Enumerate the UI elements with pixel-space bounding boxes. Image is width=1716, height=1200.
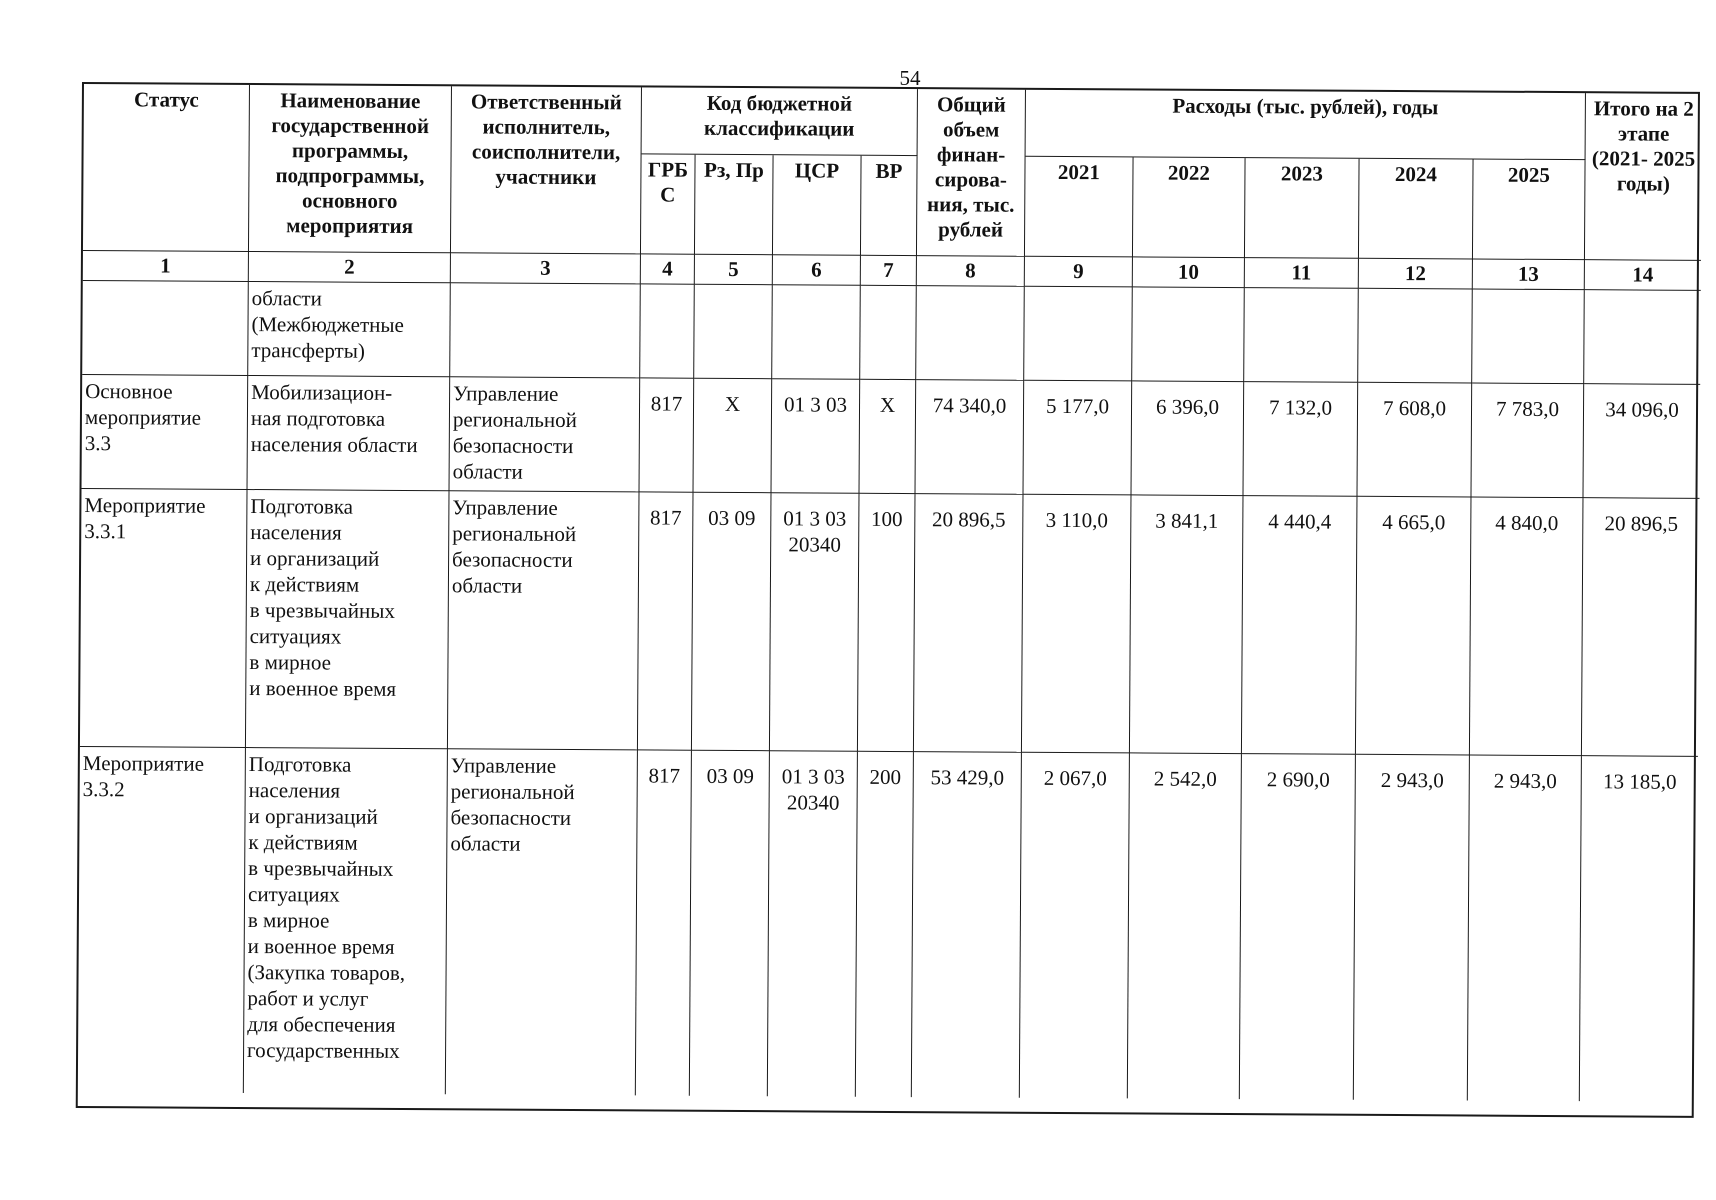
row-2025 bbox=[1472, 289, 1585, 384]
row-2024: 7 608,0 bbox=[1357, 383, 1472, 498]
row-executor: Управление региональной безопасности области bbox=[450, 377, 641, 492]
row-2023: 2 690,0 bbox=[1240, 754, 1356, 1100]
header-executor: Ответственный исполнитель, соисполнители, участники bbox=[451, 86, 642, 254]
row-name: области (Межбюджетные трансферты) bbox=[248, 282, 451, 377]
row-status: Мероприятие 3.3.1 bbox=[80, 489, 248, 748]
header-year-2021: 2021 bbox=[1025, 157, 1134, 258]
row-2023: 4 440,4 bbox=[1242, 496, 1358, 755]
row-stage-total: 34 096,0 bbox=[1583, 384, 1700, 499]
column-number: 1 bbox=[83, 251, 249, 282]
row-rzpr: X bbox=[694, 379, 773, 493]
page-number: 54 bbox=[899, 66, 921, 90]
header-total-volume: Общий объем финан- сирова- ния, тыс. рублей bbox=[917, 89, 1026, 257]
row-grbs: 817 bbox=[636, 750, 692, 1095]
row-grbs bbox=[640, 284, 695, 378]
header-year-2022: 2022 bbox=[1133, 157, 1246, 258]
row-2021 bbox=[1024, 287, 1133, 382]
header-budget-code: Код бюджетной классификации bbox=[642, 87, 918, 156]
row-2025: 4 840,0 bbox=[1470, 497, 1584, 756]
column-number: 7 bbox=[861, 256, 917, 286]
header-year-2023: 2023 bbox=[1245, 158, 1360, 259]
row-2024: 2 943,0 bbox=[1354, 755, 1470, 1101]
row-total: 53 429,0 bbox=[912, 752, 1022, 1098]
row-executor: Управление региональной безопасности области bbox=[446, 749, 638, 1095]
row-total: 20 896,5 bbox=[914, 494, 1024, 753]
header-year-2025: 2025 bbox=[1473, 160, 1586, 261]
row-2024 bbox=[1358, 289, 1473, 384]
row-csr: 01 3 03 20340 bbox=[770, 493, 860, 752]
row-rzpr bbox=[694, 285, 773, 379]
row-2023 bbox=[1244, 288, 1359, 383]
column-number: 8 bbox=[917, 256, 1025, 287]
header-vr: ВР bbox=[861, 156, 918, 256]
row-name: Подготовка населения и организаций к действиям в чрезвычайных ситуациях в мирное и военное время (Закупка товаров, работ и услуг для обеспечения государственных bbox=[244, 748, 448, 1094]
row-vr: 200 bbox=[856, 752, 914, 1097]
row-stage-total: 20 896,5 bbox=[1582, 498, 1700, 757]
column-number: 9 bbox=[1025, 257, 1133, 288]
row-2022 bbox=[1132, 287, 1245, 382]
column-number: 11 bbox=[1245, 258, 1359, 289]
column-number: 3 bbox=[451, 253, 641, 284]
header-stage-total: Итого на 2 этапе (2021- 2025 годы) bbox=[1585, 93, 1702, 261]
row-executor: Управление региональной безопасности области bbox=[448, 491, 640, 750]
header-status: Статус bbox=[83, 84, 250, 252]
row-name: Мобилизацион- ная подготовка населения области bbox=[248, 376, 451, 491]
row-2021: 5 177,0 bbox=[1023, 381, 1132, 496]
row-status: Основное мероприятие 3.3 bbox=[82, 375, 249, 490]
column-number: 13 bbox=[1473, 260, 1585, 291]
row-status: Мероприятие 3.3.2 bbox=[78, 747, 246, 1093]
column-number: 14 bbox=[1585, 260, 1701, 291]
row-vr: 100 bbox=[858, 494, 916, 752]
row-2021: 2 067,0 bbox=[1020, 753, 1130, 1099]
row-grbs: 817 bbox=[638, 492, 694, 750]
row-2021: 3 110,0 bbox=[1022, 495, 1132, 754]
column-number: 6 bbox=[773, 255, 861, 286]
row-status bbox=[82, 281, 249, 376]
row-vr: X bbox=[859, 380, 916, 494]
column-number: 5 bbox=[695, 255, 773, 285]
budget-table bbox=[76, 82, 1700, 1118]
row-2022: 3 841,1 bbox=[1130, 495, 1244, 754]
row-csr: 01 3 03 bbox=[772, 379, 861, 494]
header-year-2024: 2024 bbox=[1359, 159, 1474, 260]
row-stage-total bbox=[1584, 290, 1701, 385]
row-executor bbox=[450, 283, 641, 378]
column-number: 2 bbox=[249, 252, 451, 283]
row-rzpr: 03 09 bbox=[692, 493, 772, 751]
column-number: 10 bbox=[1133, 257, 1245, 288]
row-name: Подготовка населения и организаций к действиям в чрезвычайных ситуациях в мирное и военное время bbox=[246, 490, 450, 749]
row-vr bbox=[860, 286, 917, 380]
row-csr: 01 3 03 20340 bbox=[768, 751, 858, 1097]
row-rzpr: 03 09 bbox=[690, 751, 770, 1096]
row-2022: 6 396,0 bbox=[1131, 381, 1244, 496]
row-2025: 2 943,0 bbox=[1468, 755, 1582, 1101]
column-number: 12 bbox=[1359, 259, 1473, 290]
row-total bbox=[916, 286, 1025, 381]
row-2025: 7 783,0 bbox=[1471, 383, 1584, 498]
row-csr bbox=[772, 285, 861, 380]
row-grbs: 817 bbox=[640, 378, 695, 492]
header-expenses: Расходы (тыс. рублей), годы bbox=[1026, 90, 1586, 160]
row-stage-total: 13 185,0 bbox=[1602, 769, 1677, 794]
row-2024: 4 665,0 bbox=[1356, 497, 1472, 756]
header-name: Наименование государственной программы, подпрограммы, основного мероприятия bbox=[249, 85, 452, 253]
row-2023: 7 132,0 bbox=[1243, 382, 1358, 497]
column-number: 4 bbox=[641, 254, 695, 284]
header-grbs: ГРБ С bbox=[641, 154, 696, 254]
header-rzpr: Рз, Пр bbox=[695, 155, 774, 255]
row-2022: 2 542,0 bbox=[1128, 753, 1242, 1099]
row-total: 74 340,0 bbox=[915, 380, 1024, 495]
header-csr: ЦСР bbox=[773, 155, 862, 256]
